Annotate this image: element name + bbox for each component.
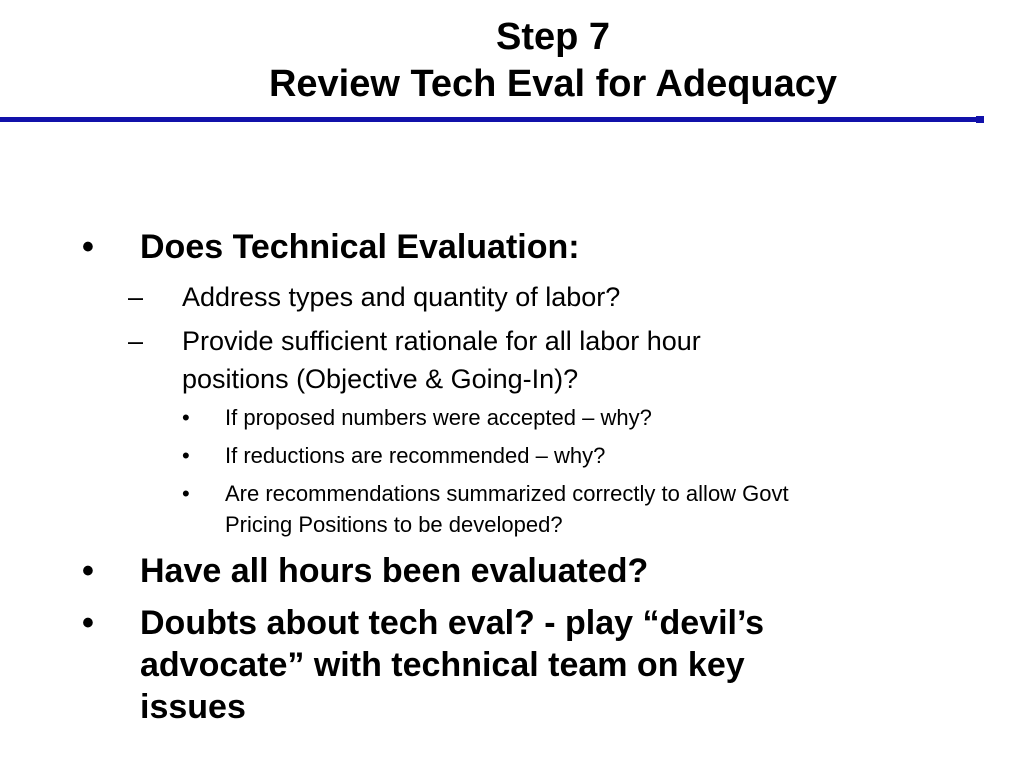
bullet-marker: •	[82, 228, 94, 266]
bullet-hours-evaluated: Have all hours been evaluated?	[140, 552, 649, 590]
item-recommendations-line2: Pricing Positions to be developed?	[225, 512, 563, 537]
item-proposed-accepted: If proposed numbers were accepted – why?	[225, 405, 652, 430]
item-recommendations-line1: Are recommendations summarized correctly to allow Govt	[225, 481, 789, 506]
title-line-heading: Review Tech Eval for Adequacy	[268, 63, 838, 105]
bullet-devils-advocate-line1: Doubts about tech eval? - play “devil’s	[140, 604, 765, 642]
dash-marker: –	[128, 282, 144, 312]
sub-bullet-labor-types: Address types and quantity of labor?	[182, 282, 621, 312]
bullet-devils-advocate-line2: advocate” with technical team on key	[140, 646, 745, 684]
bullet-marker: •	[182, 481, 190, 506]
title-divider-end	[976, 116, 984, 123]
bullet-marker: •	[82, 604, 94, 642]
sub-bullet-rationale-line2: positions (Objective & Going-In)?	[182, 364, 579, 394]
dash-marker: –	[128, 326, 144, 356]
title-divider	[0, 117, 976, 122]
slide-title	[0, 14, 1024, 108]
bullet-marker: •	[82, 552, 94, 590]
bullet-marker: •	[182, 443, 190, 468]
bullet-devils-advocate	[140, 602, 764, 728]
sub-bullet-rationale	[182, 322, 701, 398]
bullet-marker: •	[182, 405, 190, 430]
item-recommendations-summarized	[225, 478, 789, 540]
title-line-step: Step 7	[495, 16, 611, 58]
item-reductions-recommended: If reductions are recommended – why?	[225, 443, 606, 468]
bullet-technical-evaluation: Does Technical Evaluation:	[140, 228, 580, 266]
bullet-devils-advocate-line3: issues	[140, 688, 246, 726]
sub-bullet-rationale-line1: Provide sufficient rationale for all labor hour	[182, 326, 701, 356]
